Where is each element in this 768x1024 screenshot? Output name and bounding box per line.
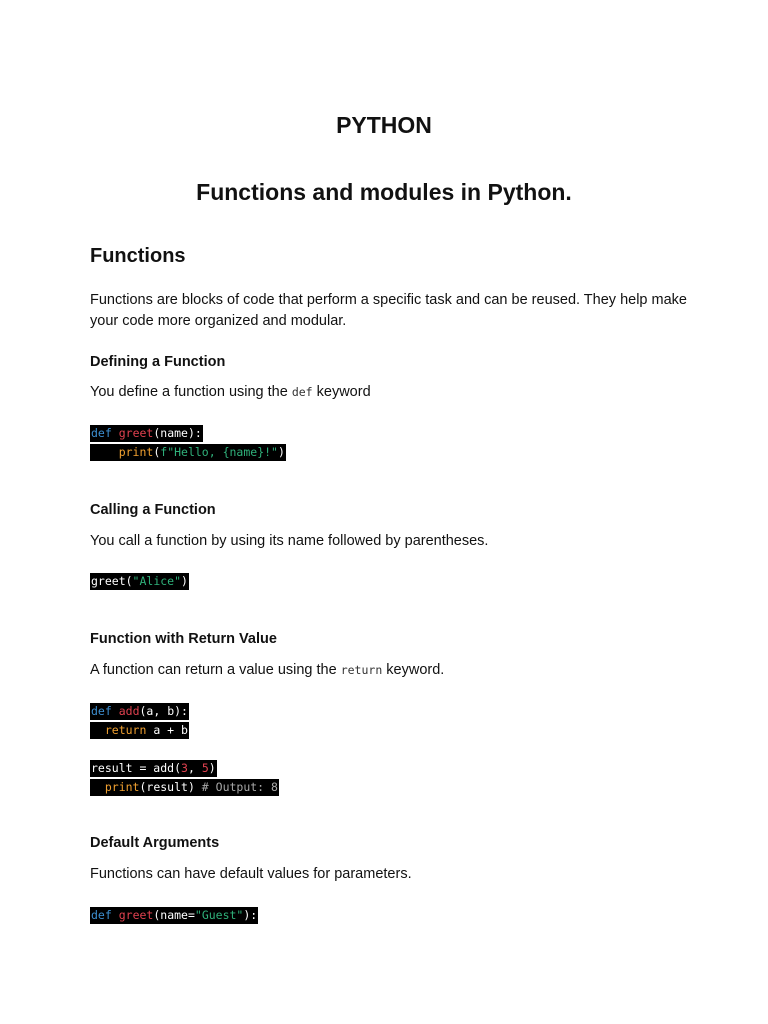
- code-line: [90, 425, 203, 442]
- code-line: [90, 703, 189, 720]
- subheading-defining-function: Defining a Function: [90, 354, 226, 370]
- subheading-calling-function: Calling a Function: [90, 502, 216, 518]
- defining-paragraph: [90, 382, 690, 403]
- inline-code-return: return: [340, 663, 383, 677]
- code-line: [90, 444, 286, 461]
- return-text-before: A function can return a value using the: [90, 662, 341, 678]
- code-comment: # Output: 8: [201, 780, 278, 794]
- code-text: ): [277, 445, 285, 459]
- code-text: ): [208, 761, 216, 775]
- subheading-return-value: Function with Return Value: [90, 631, 277, 647]
- code-number: 3: [181, 761, 188, 775]
- functions-intro-paragraph: Functions are blocks of code that perform a specific task and can be reused. They help make your code more organized and modular.: [90, 292, 687, 329]
- code-block-define-greet: [90, 424, 286, 462]
- code-keyword: def: [91, 908, 112, 922]
- defining-text-before: You define a function using the: [90, 384, 292, 400]
- code-text: (name=: [153, 908, 195, 922]
- code-function-name: greet: [118, 908, 154, 922]
- code-string: "Guest": [194, 908, 244, 922]
- defining-text-after: keyword: [312, 384, 371, 400]
- code-block-call-greet: [90, 572, 189, 591]
- code-indent: [91, 723, 105, 737]
- code-text: (a, b):: [139, 704, 188, 718]
- code-line: [90, 573, 189, 590]
- code-number: 5: [201, 761, 209, 775]
- return-text-after: keyword.: [382, 662, 445, 678]
- code-text: (name):: [153, 426, 202, 440]
- code-block-default-greet: [90, 906, 258, 925]
- code-text: ,: [187, 761, 202, 775]
- code-line: [90, 722, 189, 739]
- code-text: ): [181, 574, 188, 588]
- section-heading-functions: Functions: [90, 245, 186, 267]
- code-line: [90, 760, 217, 777]
- document-subtitle: Functions and modules in Python.: [196, 179, 572, 205]
- code-block-define-add: [90, 702, 189, 740]
- code-keyword: return: [104, 723, 147, 737]
- calling-paragraph: You call a function by using its name followed by parentheses.: [90, 533, 489, 549]
- code-indent: [91, 445, 119, 459]
- code-text: greet(: [91, 574, 133, 588]
- code-line: [90, 907, 258, 924]
- code-indent: [91, 780, 105, 794]
- code-builtin: print: [118, 445, 154, 459]
- code-text: (result): [139, 780, 202, 794]
- code-keyword: def: [91, 426, 112, 440]
- default-args-paragraph: Functions can have default values for parameters.: [90, 866, 412, 882]
- code-string: "Alice": [132, 574, 182, 588]
- code-block-call-add: [90, 759, 279, 797]
- code-keyword: def: [91, 704, 112, 718]
- subheading-default-arguments: Default Arguments: [90, 835, 220, 851]
- code-text: (: [153, 445, 161, 459]
- code-text: result = add(: [91, 761, 182, 775]
- inline-code-def: def: [291, 385, 313, 399]
- code-line: [90, 779, 279, 796]
- code-function-name: greet: [118, 426, 154, 440]
- code-text: a + b: [146, 723, 188, 737]
- document-title: PYTHON: [336, 112, 432, 138]
- code-builtin: print: [104, 780, 140, 794]
- code-text: ):: [243, 908, 258, 922]
- code-string: f"Hello, {name}!": [160, 445, 278, 459]
- code-function-name: add: [118, 704, 140, 718]
- return-paragraph: [90, 660, 690, 681]
